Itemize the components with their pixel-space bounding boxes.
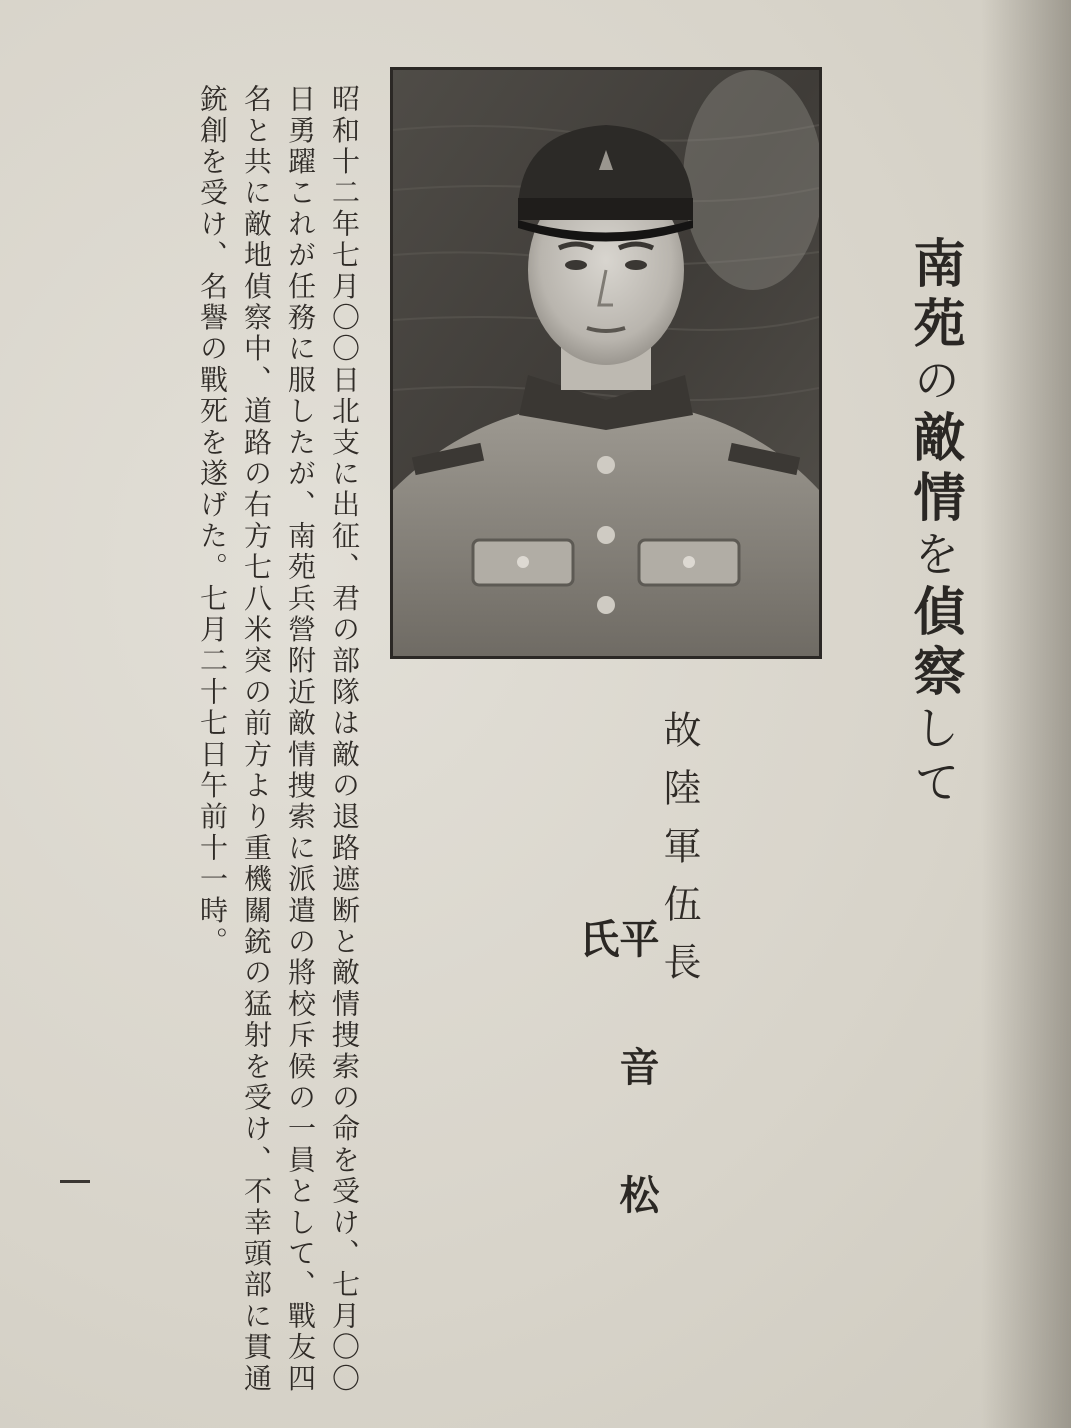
- title-part-nanen: 南苑: [904, 236, 965, 356]
- article-title: [880, 236, 965, 812]
- title-part-wo: を: [907, 530, 961, 584]
- title-part-tekijo: 敵情: [904, 410, 965, 530]
- author-name: 平音松氏: [573, 918, 660, 1302]
- title-part-shite: して: [907, 704, 961, 812]
- title-part-no: の: [907, 356, 961, 410]
- soldier-portrait-image: [393, 70, 819, 656]
- article-body: [120, 84, 366, 1424]
- page-gutter-shadow: [981, 0, 1071, 1428]
- portrait-photo: [390, 67, 822, 659]
- page-number-text: [56, 1165, 86, 1209]
- title-part-teisatsu: 偵察: [904, 584, 965, 704]
- body-paragraph: 昭和十二年七月〇〇日北支に出征、君の部隊は敵の退路遮断と敵情捜索の命を受け、七月〇〇日勇躍これが任務に服したが、南苑兵營附近敵情捜索に派遣の將校斥候の一員として、戰友四名と共に敵地偵察中、道路の右方七八米突の前方より重機關銃の猛射を受け、不幸頭部に貫通銃創を受け、名譽の戰死を遂げた。七月二十七日午前十一時。: [196, 84, 361, 1395]
- author-rank: 故陸軍伍長: [657, 710, 701, 1000]
